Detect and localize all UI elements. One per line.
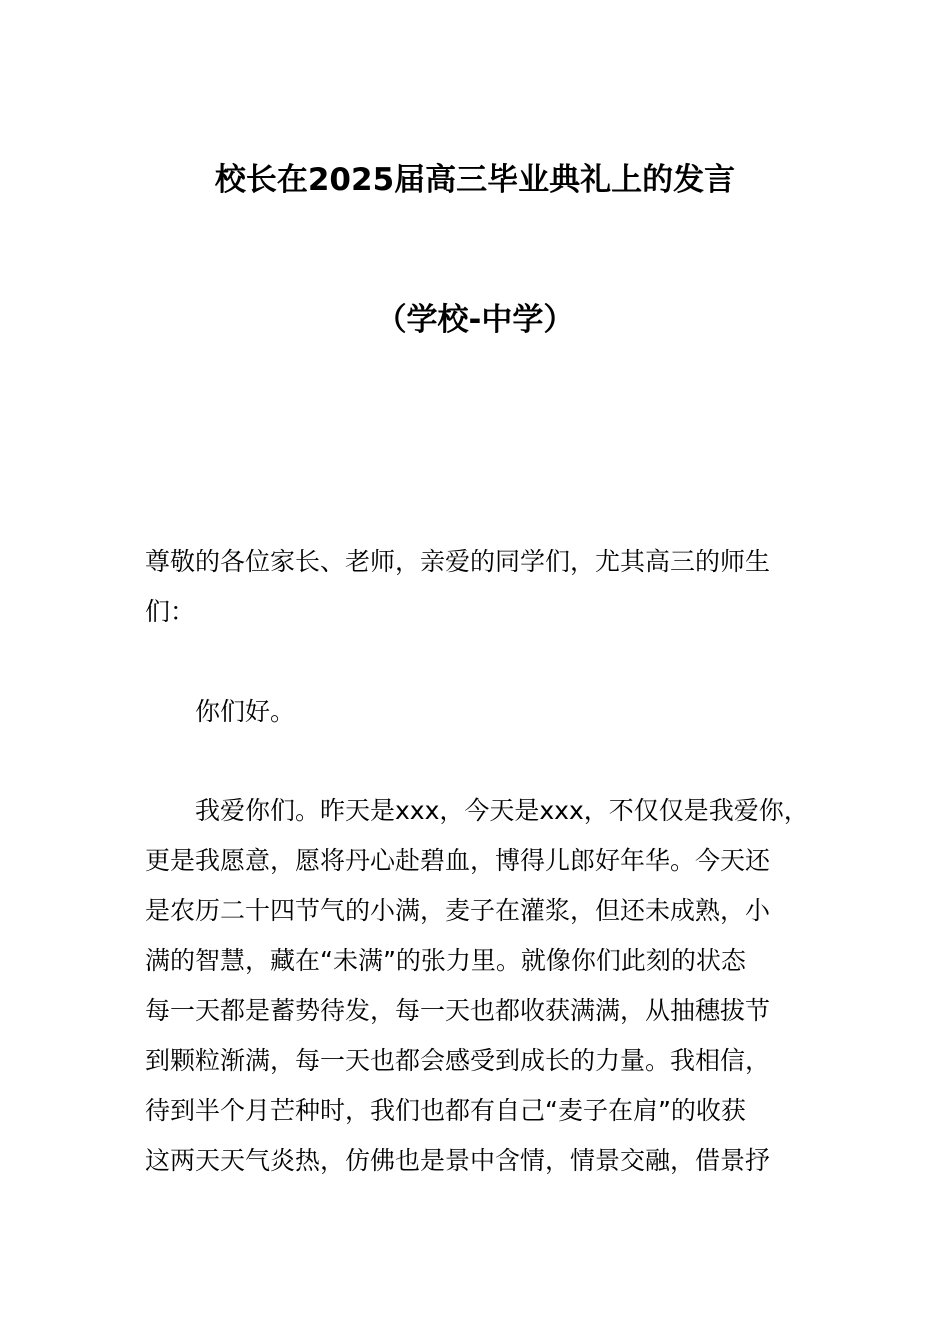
paragraph-line: 是农历二十四节气的小满，麦子在灌浆，但还未成熟，小 — [145, 896, 771, 925]
speech-paragraph — [145, 786, 810, 1186]
greeting-paragraph — [145, 537, 810, 637]
document-title: 校长在2025届高三毕业典礼上的发言 — [214, 162, 736, 198]
greeting-line: 尊敬的各位家长、老师，亲爱的同学们，尤其高三的师生 — [145, 547, 771, 576]
greeting-line: 们： — [145, 597, 196, 626]
hello-paragraph — [145, 687, 810, 737]
paragraph-line: 这两天天气炎热，仿佛也是景中含情，情景交融，借景抒 — [145, 1146, 771, 1175]
paragraph-line: 满的智慧，藏在“未满”的张力里。就像你们此刻的状态 — [145, 946, 746, 975]
paragraph-line: 待到半个月芒种时，我们也都有自己“麦子在肩”的收获 — [145, 1096, 746, 1125]
hello-line: 你们好。 — [195, 697, 296, 726]
paragraph-line: 每一天都是蓄势待发，每一天也都收获满满，从抽穗拔节 — [145, 996, 771, 1025]
paragraph-line: 到颗粒渐满，每一天也都会感受到成长的力量。我相信， — [145, 1046, 771, 1075]
document-subtitle: （学校-中学） — [375, 302, 575, 338]
paragraph-line: 更是我愿意，愿将丹心赴碧血，博得儿郎好年华。今天还 — [145, 846, 771, 875]
paragraph-line: 我爱你们。昨天是xxx，今天是xxx，不仅仅是我爱你， — [195, 796, 809, 825]
